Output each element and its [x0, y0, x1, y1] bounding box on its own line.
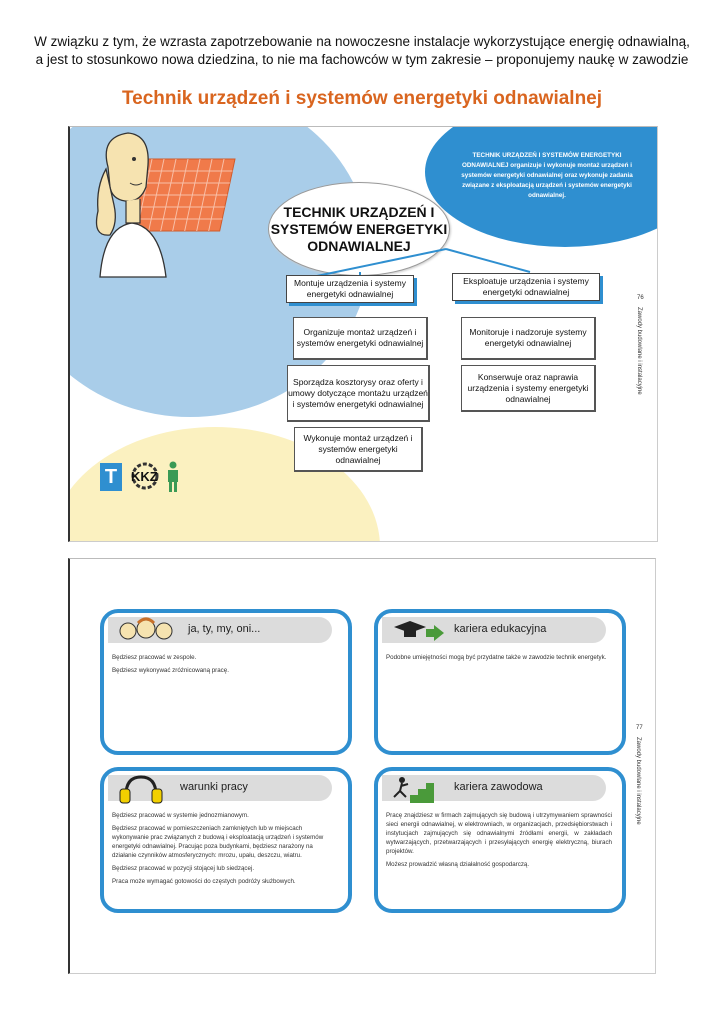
card-title: warunki pracy	[180, 781, 248, 793]
card-header	[108, 617, 332, 643]
card-text: Pracę znajdziesz w firmach zajmujących się budową i utrzymywaniem sprawności sieci energii odnawialnej, w elektrowniach, w organizacjach, przedsiębiorstwach i instytucjach zajmujących się odnawialnymi źródłami energii, w zakładach wytwarzających, przetwarzających i przesyłających energię elektryczną, biurach projektów. Możesz prowadzić własną działalność gospodarczą.	[386, 812, 612, 868]
brochure-page-76	[68, 126, 658, 542]
card-header	[382, 775, 606, 801]
intro-line-2: a jest to stosunkowo nowa dziedzina, to nie ma fachowców w tym zakresie – proponujemy naukę w zawodzie	[35, 52, 689, 67]
section-label: Zawody budowlane i instalacyjne	[636, 307, 642, 395]
card-teamwork	[100, 609, 352, 755]
card-header	[382, 617, 606, 643]
intro-text	[0, 33, 724, 69]
t-logo: T	[100, 463, 122, 491]
people-icon	[116, 617, 178, 647]
left-branch-header: Montuje urządzenia i systemy energetyki odnawialnej	[286, 275, 414, 303]
card-text: Podobne umiejętności mogą być przydatne także w zawodzie technik energetyk.	[386, 654, 607, 661]
section-label: Zawody budowlane i instalacyjne	[635, 737, 641, 825]
right-item-1: Monitoruje i nadzoruje systemy energetyki odnawialnej	[461, 317, 596, 360]
card-text: Będziesz pracować w systemie jednozmianowym. Będziesz pracować w pomieszczeniach zamkniętych lub w miejscach wykonywanie prac związanych z budową i eksploatacją urządzeń i systemów energetyki odnawialnej. Pracując poza budynkami, będziesz narażony na działanie czynników atmosferycznych: mrozu, upału, deszczu, wiatru. Będziesz pracować w pozycji stojącej lub siedzącej. Praca może wymagać gotowości do częstych podróży służbowych.	[112, 812, 324, 885]
ear-protectors-icon	[116, 775, 166, 805]
card-title: kariera edukacyjna	[454, 623, 547, 635]
description-text: TECHNIK URZĄDZEŃ I SYSTEMÓW ENERGETYKI ODNAWIALNEJ organizuje i wykonuje montaż urządzeń i systemów energetyki odnawialnej oraz wykonuje zadania związane z eksploatacją urządzeń i systemów energetyki odnawialnej.	[461, 152, 633, 199]
graduation-cap-icon	[390, 617, 450, 645]
brochure-page-77	[68, 558, 656, 974]
card-title: kariera zawodowa	[454, 781, 543, 793]
card-working-conditions	[100, 767, 352, 913]
card-header	[108, 775, 332, 801]
intro-line-1: W związku z tym, że wzrasta zapotrzebowanie na nowoczesne instalacje wykorzystujące energię odnawialną,	[34, 34, 690, 49]
person-logo-icon	[166, 461, 180, 493]
page-title: Technik urządzeń i systemów energetyki odnawialnej	[121, 88, 603, 109]
svg-text:KKZ: KKZ	[131, 469, 158, 484]
page-number: 77	[636, 725, 643, 731]
card-title: ja, ty, my, oni...	[188, 623, 261, 635]
career-stairs-icon	[390, 775, 440, 805]
right-item-2: Konserwuje oraz naprawia urządzenia i systemy energetyki odnawialnej	[461, 365, 596, 412]
left-item-3: Wykonuje montaż urządzeń i systemów energetyki odnawialnej	[294, 427, 423, 472]
card-text: Będziesz pracować w zespole. Będziesz wykonywać zróżnicowaną pracę.	[112, 654, 229, 674]
right-branch-header: Eksploatuje urządzenia i systemy energetyki odnawialnej	[452, 273, 600, 301]
central-title-oval: TECHNIK URZĄDZEŃ I SYSTEMÓW ENERGETYKI ODNAWIALNEJ	[268, 182, 450, 276]
kkz-logo	[126, 461, 164, 491]
card-education	[374, 609, 626, 755]
card-career	[374, 767, 626, 913]
page-number: 76	[637, 295, 644, 301]
left-item-2: Sporządza kosztorysy oraz oferty i umowy dotyczące montażu urządzeń i systemów energetyki odnawialnej	[287, 365, 430, 422]
left-item-1: Organizuje montaż urządzeń i systemów energetyki odnawialnej	[293, 317, 428, 360]
